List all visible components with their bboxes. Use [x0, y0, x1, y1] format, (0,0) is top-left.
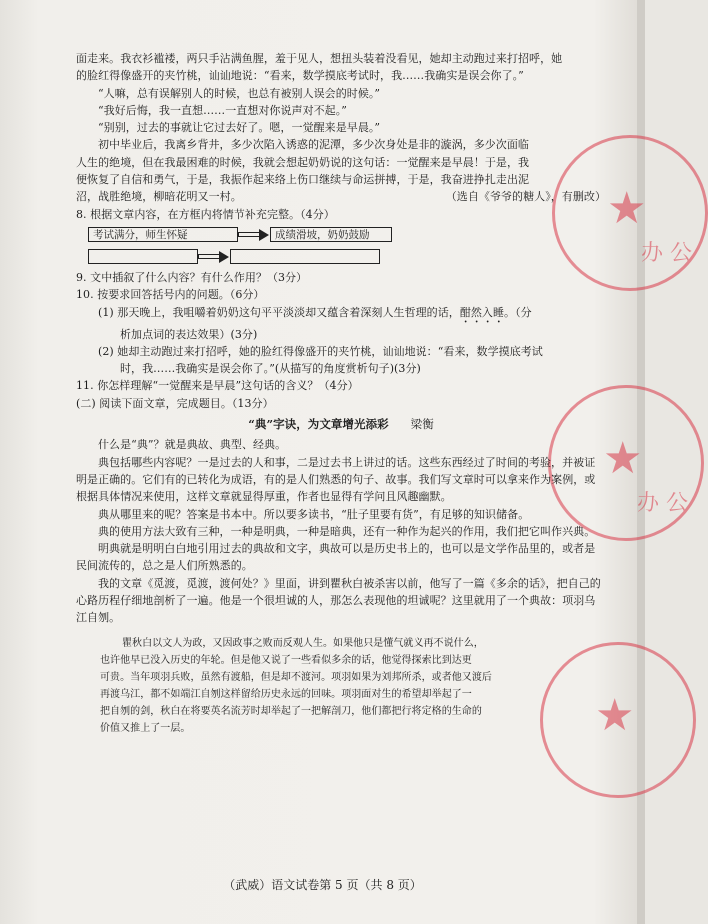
star-icon: ★ — [607, 183, 647, 234]
passage-line: 人生的绝境，但在我最困难的时候，我就会想起奶奶说的这句话：一觉醒来是早晨！于是，我 — [76, 155, 530, 169]
star-icon: ★ — [603, 433, 643, 484]
article-paragraph: 什么是“典”？就是典故、典型、经典。 — [98, 438, 287, 452]
passage-line: 的脸红得像盛开的夹竹桃，讪讪地说：“看来，数学摸底考试时，我……我确实是误会你了。” — [76, 69, 524, 83]
question-10: 10. 按要求回答括号内的问题。（6分） — [76, 288, 265, 302]
article-paragraph: 典的使用方法大致有三种，一种是明典，一种是暗典，还有一种作为起兴的作用，我们把它叫作兴典。 — [98, 524, 596, 538]
question-10-1 — [98, 304, 606, 326]
quote-line: 把自刎的剑，秋白在将要英名流芳时却举起了一把解剖刀，他们都把行将定格的生命的 — [100, 705, 482, 717]
question-9: 9. 文中插叙了什么内容？有什么作用？（3分） — [76, 270, 308, 284]
question-11: 11. 你怎样理解“一觉醒来是早晨”这句话的含义？（4分） — [76, 379, 359, 393]
article-title-text: “典”字诀，为文章增光添彩 — [248, 417, 389, 432]
passage-line: 便恢复了自信和勇气，于是，我振作起来络上伤口继续与命运拼搏，于是，我奋进挣扎走出泥 — [76, 173, 530, 187]
q10-1-text: (1) 那天晚上，我咀嚼着奶奶这句平平淡淡却又蕴含着深刻人生哲理的话， — [98, 305, 460, 319]
article-paragraph: 我的文章《觅渡，觅渡，渡何处？》里面，讲到瞿秋白被杀害以前，他写了一篇《多余的话》，把自己的心路历程仔细地剖析了一遍。他是一个很坦诚的人，那怎么表现他的坦诚呢？这里就用了一个典故：项羽乌江自刎。 — [76, 576, 601, 625]
article-paragraph: 明典就是明明白白地引用过去的典故和文字，典故可以是历史书上的，也可以是文学作品里的，或者是民间流传的，总之是人们所熟悉的。 — [76, 542, 596, 573]
question-8: 8. 根据文章内容，在方框内将情节补充完整。（4分） — [76, 207, 335, 221]
star-icon: ★ — [595, 690, 635, 741]
article-author: 梁衡 — [410, 417, 434, 432]
article-paragraph: 典从哪里来的呢？答案是书本中。所以要多读书，“肚子里要有货”，有足够的知识储备。 — [98, 507, 530, 521]
article-paragraph: 典包括哪些内容呢？一是过去的人和事，二是过去书上讲过的话。这些东西经过了时间的考验，并被证明是正确的。它们有的已转化为成语，有的是人们熟悉的句子、故事。我们写文章时可以拿来作为案例，或根据具体情况来使用，这样文章就显得厚重，作者也显得有学问且风趣幽默。 — [76, 455, 596, 504]
passage-line: 初中毕业后，我离乡背井，多少次陷入诱惑的泥潭，多少次身处是非的漩涡，多少次面临 — [98, 138, 529, 152]
plot-box-3-answer[interactable] — [88, 249, 198, 264]
arrow-right-icon — [238, 229, 270, 241]
plot-box-4-answer[interactable] — [230, 249, 380, 264]
question-10-2: (2) 她却主动跑过来打招呼，她的脸红得像盛开的夹竹桃，讪讪地说：“看来，数学摸底考试 — [98, 344, 543, 358]
quote-line: 也许他早已没入历史的年轮。但是他又说了一些看似多余的话，他觉得探索比到达更 — [100, 654, 472, 666]
seal-text: 办 公 — [637, 491, 688, 516]
section-2-heading: (二) 阅读下面文章，完成题目。（13分） — [76, 396, 274, 410]
passage-line: 面走来。我衣衫褴褛，两只手沾满鱼腥，羞于见人，想扭头装着没看见，她却主动跑过来打招呼，她 — [76, 52, 563, 65]
plot-box-1: 考试满分，师生怀疑 — [88, 227, 238, 242]
quote-line: 再渡乌江，都不如端江自刎这样留给历史永远的回味。项羽面对生的希望却举起了一 — [100, 688, 472, 700]
arrow-right-icon — [198, 251, 230, 263]
q10-1-text-end: 。（分 — [504, 305, 532, 319]
passage-line — [76, 188, 606, 205]
question-10-2-cont: 时，我……我确实是误会你了。”(从描写的角度赏析句子)(3分) — [120, 362, 421, 376]
quote-line: 价值又推上了一层。 — [100, 722, 191, 734]
plot-flowchart — [88, 225, 606, 245]
passage-source: （选自《爷爷的糖人》，有删改） — [445, 190, 606, 204]
passage-line: “人嘛，总有误解别人的时候，也总有被别人误会的时候。” — [98, 86, 381, 100]
passage-line: “别别，过去的事就让它过去好了。嗯，一觉醒来是早晨。” — [98, 121, 381, 135]
passage-text: 沼，战胜绝境，柳暗花明又一村。 — [76, 190, 242, 204]
q10-1-emphasis: 酣然入睡 — [459, 305, 505, 319]
seal-text: 办 公 — [641, 241, 692, 266]
article-title — [76, 416, 606, 433]
plot-box-2: 成绩滑坡，奶奶鼓励 — [270, 227, 392, 242]
quote-line: 可贵。当年项羽兵败，虽然有渡船，但是却不渡河。项羽如果为刘邦所杀，或者他又渡后 — [100, 671, 492, 683]
page-footer: （武威）语文试卷第 5 页（共 8 页） — [223, 878, 422, 892]
article-quote — [100, 635, 590, 737]
plot-flowchart-row2 — [88, 247, 606, 267]
quote-line: 瞿秋白以文人为政，又因政事之败而反观人生。如果他只是懂气就义再不说什么， — [122, 637, 484, 649]
passage-line: “我好后悔，我一直想……一直想对你说声对不起。” — [98, 103, 347, 117]
question-10-1-cont: 析加点词的表达效果）(3分) — [120, 327, 258, 341]
page-content — [76, 50, 606, 737]
